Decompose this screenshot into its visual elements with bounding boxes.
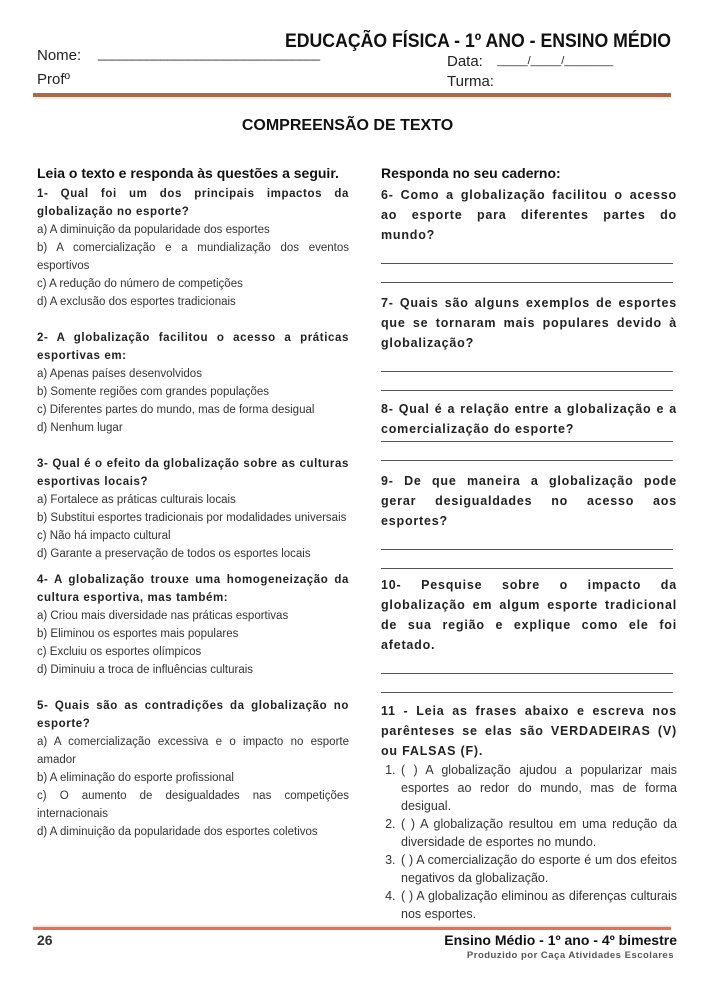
- question-8: [381, 399, 677, 461]
- question-text: 1- Qual foi um dos principais impactos da globalização no esporte?: [37, 188, 349, 218]
- answer-line[interactable]: [381, 550, 673, 569]
- answer-line[interactable]: [381, 264, 673, 283]
- worksheet-title: EDUCAÇÃO FÍSICA - 1º ANO - ENSINO MÉDIO: [285, 31, 672, 52]
- multiple-choice-column: [37, 163, 349, 841]
- question-2: [37, 329, 349, 437]
- answer-line[interactable]: [381, 531, 673, 550]
- option[interactable]: a) A comercialização excessiva e o impacto no esporte amador: [37, 736, 349, 766]
- answer-line[interactable]: [381, 372, 673, 391]
- answer-line[interactable]: [381, 245, 673, 264]
- option[interactable]: b) Somente regiões com grandes populações: [37, 386, 270, 398]
- answer-line[interactable]: [381, 353, 673, 372]
- option[interactable]: c) Excluiu os esportes olímpicos: [37, 646, 202, 658]
- option[interactable]: d) Garante a preservação de todos os esportes locais: [37, 548, 311, 560]
- option[interactable]: b) Substitui esportes tradicionais por modalidades universais: [37, 512, 347, 524]
- option[interactable]: a) Fortalece as práticas culturais locais: [37, 494, 236, 506]
- notebook-instructions: Responda no seu caderno:: [381, 165, 561, 181]
- question-text: 9- De que maneira a globalização pode gerar desigualdades no acesso aos esportes?: [381, 474, 677, 528]
- answer-line[interactable]: [381, 655, 673, 674]
- question-text: 4- A globalização trouxe uma homogeneização da cultura esportiva, mas também:: [37, 574, 349, 604]
- footer-credit: Produzido por Caça Atividades Escolares: [466, 950, 674, 961]
- question-11: [381, 701, 677, 923]
- option[interactable]: c) Diferentes partes do mundo, mas de forma desigual: [37, 404, 315, 416]
- question-text: 11 - Leia as frases abaixo e escreva nos parênteses se elas são VERDADEIRAS (V) ou FALSAS (F).: [381, 704, 677, 758]
- section-title: COMPREENSÃO DE TEXTO: [241, 117, 454, 134]
- question-text: 10- Pesquise sobre o impacto da globalização em algum esporte tradicional de sua região e explique como ele foi afetado.: [381, 578, 677, 652]
- option[interactable]: a) A diminuição da popularidade dos esportes: [37, 224, 270, 236]
- header-divider: [33, 93, 671, 97]
- question-10: [381, 575, 677, 693]
- option[interactable]: c) O aumento de desigualdades nas competições internacionais: [37, 790, 349, 820]
- question-1: [37, 185, 349, 311]
- question-3: [37, 455, 349, 563]
- question-text: 5- Quais são as contradições da globalização no esporte?: [37, 700, 349, 730]
- option[interactable]: d) A diminuição da popularidade dos esportes coletivos: [37, 826, 318, 838]
- date-field-line[interactable]: _____/_____/________: [497, 55, 614, 67]
- option[interactable]: d) Diminuiu a troca de influências culturais: [37, 664, 254, 676]
- question-6: [381, 185, 677, 283]
- footer-grade-info: Ensino Médio - 1º ano - 4º bimestre: [444, 932, 677, 948]
- answer-line[interactable]: [381, 674, 673, 693]
- option[interactable]: d) A exclusão dos esportes tradicionais: [37, 296, 236, 308]
- option[interactable]: d) Nenhum lugar: [37, 422, 123, 434]
- footer-divider: [33, 927, 671, 930]
- true-false-item[interactable]: 3. ( ) A comercialização do esporte é um dos efeitos negativos da globalização.: [399, 851, 677, 887]
- true-false-item[interactable]: 2. ( ) A globalização resultou em uma redução da diversidade de esportes no mundo.: [399, 815, 677, 851]
- class-label: Turma:: [447, 73, 494, 90]
- option[interactable]: b) A comercialização e a mundialização dos eventos esportivos: [37, 242, 349, 272]
- question-5: [37, 697, 349, 841]
- name-label: Nome:: [37, 47, 82, 64]
- option[interactable]: b) Eliminou os esportes mais populares: [37, 628, 239, 640]
- instructions: Leia o texto e responda às questões a seguir.: [37, 165, 339, 181]
- option[interactable]: a) Criou mais diversidade nas práticas esportivas: [37, 610, 289, 622]
- date-label: Data:: [447, 53, 483, 70]
- option[interactable]: a) Apenas países desenvolvidos: [37, 368, 202, 380]
- option[interactable]: b) A eliminação do esporte profissional: [37, 772, 234, 784]
- question-4: [37, 571, 349, 679]
- answer-line[interactable]: [381, 442, 673, 461]
- option[interactable]: c) Não há impacto cultural: [37, 530, 171, 542]
- question-9: [381, 471, 677, 569]
- open-questions-column: [381, 163, 677, 923]
- question-7: [381, 293, 677, 391]
- true-false-item[interactable]: 1. ( ) A globalização ajudou a popularizar mais esportes ao redor do mundo, mas de forma desigual.: [399, 761, 677, 815]
- option[interactable]: c) A redução do número de competições: [37, 278, 243, 290]
- question-text: 2- A globalização facilitou o acesso a práticas esportivas em:: [37, 332, 349, 362]
- page-number: 26: [37, 932, 53, 948]
- true-false-list: [381, 761, 677, 923]
- question-text: 6- Como a globalização facilitou o acesso ao esporte para diferentes partes do mundo?: [381, 188, 677, 242]
- question-text: 7- Quais são alguns exemplos de esportes que se tornaram mais populares devido à globalização?: [381, 296, 677, 350]
- true-false-item[interactable]: 4. ( ) A globalização eliminou as diferenças culturais nos esportes.: [399, 887, 677, 923]
- question-text: 3- Qual é o efeito da globalização sobre as culturas esportivas locais?: [37, 458, 349, 488]
- teacher-label: Profº: [37, 71, 70, 88]
- name-field-line[interactable]: ________________________________: [98, 46, 320, 61]
- question-text: 8- Qual é a relação entre a globalização e a comercialização do esporte?: [381, 402, 677, 436]
